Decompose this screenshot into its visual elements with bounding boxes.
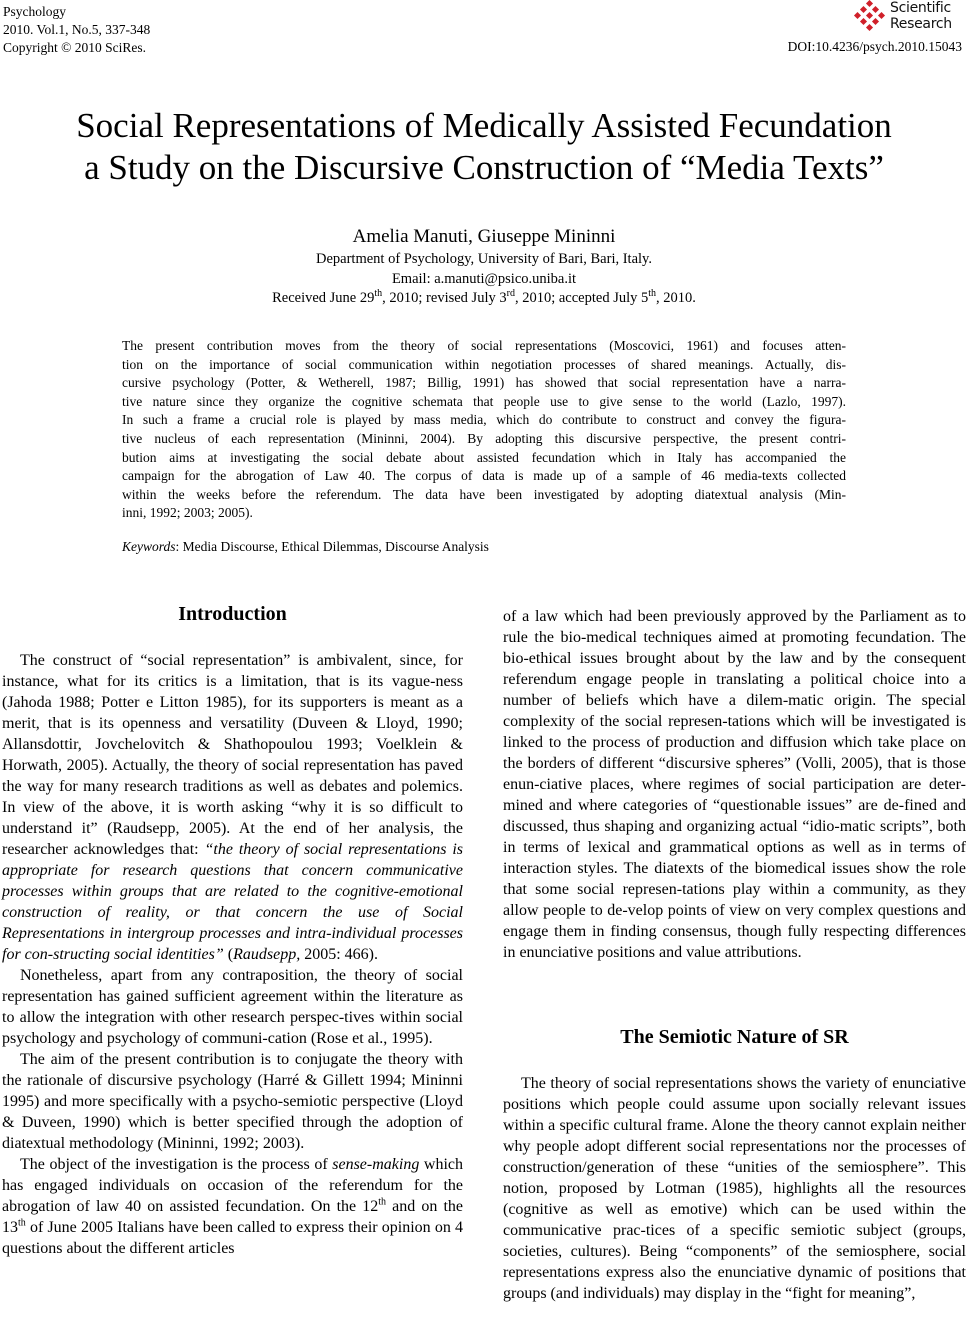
publisher-logo <box>852 0 962 36</box>
received-part-3: , 2010; accepted July 5 <box>514 290 649 306</box>
abstract-line: tive nucleus of each representation (Mininni, 2004). By adopting this discursive perspective, the present contri- <box>122 430 846 446</box>
intro-p1-cite-open: ( <box>223 946 234 963</box>
intro-p1-cite-rest: 2005: 466). <box>300 946 378 963</box>
abstract-line: cursive psychology (Potter, & Wetherell, 1987; Billig, 1991) has showed that social representation have a narra- <box>122 375 846 391</box>
section-heading-introduction: Introduction <box>178 603 287 625</box>
doi-line: DOI:10.4236/psych.2010.15043 <box>787 39 962 54</box>
intro-paragraph-1 <box>2 650 463 965</box>
logo-text <box>890 0 952 32</box>
title-line-1: Social Representations of Medically Assisted Fecundation <box>76 106 892 145</box>
section-heading-semiotic-nature: The Semiotic Nature of SR <box>620 1026 849 1048</box>
author-list: Amelia Manuti, Giuseppe Mininni <box>352 226 616 247</box>
intro-p4-text-d: of June 2005 Italians have been called to express their opinion on 4 questions about the different articles <box>2 1219 463 1257</box>
email-line: Email: a.manuti@psico.uniba.it <box>391 271 577 287</box>
affiliation: Department of Psychology, University of Bari, Bari, Italy. <box>316 251 652 267</box>
abstract-line: campaign for the abrogation of Law 40. The corpus of data is made up of a sample of 46 media-texts collected <box>122 468 846 484</box>
received-part-1: Received June 29 <box>272 290 375 306</box>
intro-p4-text-b: which has engaged individuals on occasion of the referendum for the abrogation of law 40 on assisted fecundation. On the 12 <box>2 1156 464 1215</box>
title-line-2: a Study on the Discursive Construction of “Media Texts” <box>84 148 884 187</box>
logo-line-1: Scientific <box>890 0 951 16</box>
intro-paragraph-3: The aim of the present contribution is to conjugate the theory with the rationale of discursive psychology (Harré & Gillett 1994; Mininni 1995) and more specifically with a psycho-semiotic perspective (Lloyd & Duveen, 1990) which is better specified through the adoption of diatextual methodology (Mininni, 1992; 2003). <box>2 1051 463 1152</box>
intro-p4-text-a: The object of the investigation is the process of <box>20 1156 333 1173</box>
abstract-line: within the weeks before the referendum. The data have been investigated by adopting diatextual analysis (Min- <box>122 486 846 502</box>
logo-line-2: Research <box>890 16 952 32</box>
intro-p1-cite-author: Raudsepp, <box>233 946 301 963</box>
abstract-line: inni, 1992; 2003; 2005). <box>122 505 253 521</box>
left-column <box>2 650 463 1259</box>
keywords-label: Keywords <box>122 539 176 554</box>
abstract-line: In such a frame a crucial role is played by mass media, which do contribute to construct and convey the figura- <box>122 412 846 428</box>
keywords <box>122 539 489 555</box>
logo-diamond-icon <box>852 0 888 34</box>
right-column-lower <box>503 1073 966 1304</box>
received-sup-3: th <box>648 288 657 300</box>
intro-p1-quote: “the theory of social representations is appropriate for research questions that concern communicative processes within groups that are related to the cognitive-emotional construction of reality, or that concern the use of Social Representations in intergroup processes and intra-individual processes for con-structing social identities” <box>2 841 463 963</box>
abstract-line: tion on the importance of social communication within negotiation processes of shared meanings. Actually, dis- <box>122 356 846 372</box>
abstract <box>122 337 846 523</box>
intro-paragraph-4 <box>2 1154 463 1259</box>
semiotic-paragraph-1: The theory of social representations shows the variety of enunciative positions which people could assume upon socially relevant issues within a specific cultural frame. Alone the theory cannot explain neither why people adopt different social representations nor the processes of construction/generation of these “unities of the semiosphere”. This notion, proposed by Lotman (1985), highlights all the resources (cognitive as well as emotive) which can be used within the communicative prac-tices of a specific semiotic subject (groups, societies, cultures). Being “components” of the semiosphere, social representations express also the enunciative dynamic of positions that groups (and individuals) may display in the “fight for meaning”, <box>503 1075 966 1302</box>
intro-p1-text: The construct of “social representation” is ambivalent, since, for instance, what for its critics is a limitation, that is its vague-ness (Jahoda 1988; Potter e Litton 1985), for its supporters is meant as a merit, that is its openness and versatility (Duveen & Lloyd, 1990; Allansdottir, Jovchelovitch & Shathopoulou 1993; Voelklein & Horwath, 2005). Actually, the theory of social representation has paved the way for many research traditions as well as debates and polemics. In view of the above, it is worth asking “why it is so difficult to understand it” (Raudsepp, 2005). At the end of her analysis, the researcher acknowledges that: <box>2 652 463 858</box>
paper-title <box>0 105 968 189</box>
received-sup-2: rd <box>506 288 515 300</box>
intro-p4-sup-2: th <box>18 1217 26 1229</box>
received-part-4: , 2010. <box>656 290 696 306</box>
received-dates <box>0 290 968 307</box>
abstract-line: tive nature since they organize the cognitive schemata that people use to give sense to the world (Lazlo, 1997). <box>122 393 846 409</box>
received-sup-1: th <box>374 288 383 300</box>
abstract-line: The present contribution moves from the theory of social representations (Moscovici, 1961) and focuses atten- <box>122 338 846 353</box>
journal-name: Psychology <box>3 4 67 19</box>
intro-paragraph-2: Nonetheless, apart from any contraposition, the theory of social representation has gained sufficient agreement within the literature as to allow the integration with other research perspec-tives within social psychology and psychology of communi-cation (Rose et al., 1995). <box>2 967 463 1047</box>
running-header <box>3 3 150 57</box>
intro-p4-italic: sense-making <box>332 1156 420 1173</box>
right-paragraph-1: of a law which had been previously approved by the Parliament as to rule the bio-medical techniques aimed at promoting fecundation. The bio-ethical issues brought about by the law and by the consequent referendum engage people in translating a political choice into a number of beliefs which have a dilem-matic origin. The special complexity of the social represen-tations which will be investigated is linked to the process of production and diffusion which take place on the borders of different “discursive spheres” (Volli, 2005), that is those enun-ciative places, where regimes of social participation are deter-mined and where categories of “questionable issues” are de-fined and discussed, thus shaping and organizing actual “idio-matic scripts”, both in terms of lexical and grammatical options as well as in terms of interaction styles. The diatexts of the biomedical issues show the role that some social represen-tations play within a community, as they allow people to de-velop points of view on very complex questions and engage them in finding consensus, though fully respecting differences in enunciative positions and value attributions. <box>503 608 966 961</box>
received-part-2: , 2010; revised July 3 <box>382 290 507 306</box>
intro-p4-sup-1: th <box>378 1196 387 1208</box>
copyright-line: Copyright © 2010 SciRes. <box>3 40 147 55</box>
keywords-text: : Media Discourse, Ethical Dilemmas, Discourse Analysis <box>175 539 489 554</box>
abstract-line: bution aims at investigating the social debate about assisted fecundation which in Italy has accompanied the <box>122 449 846 465</box>
intro-p4-text-c: and on the 13 <box>2 1198 463 1236</box>
journal-volume: 2010. Vol.1, No.5, 337-348 <box>3 22 151 37</box>
right-column <box>503 606 966 963</box>
